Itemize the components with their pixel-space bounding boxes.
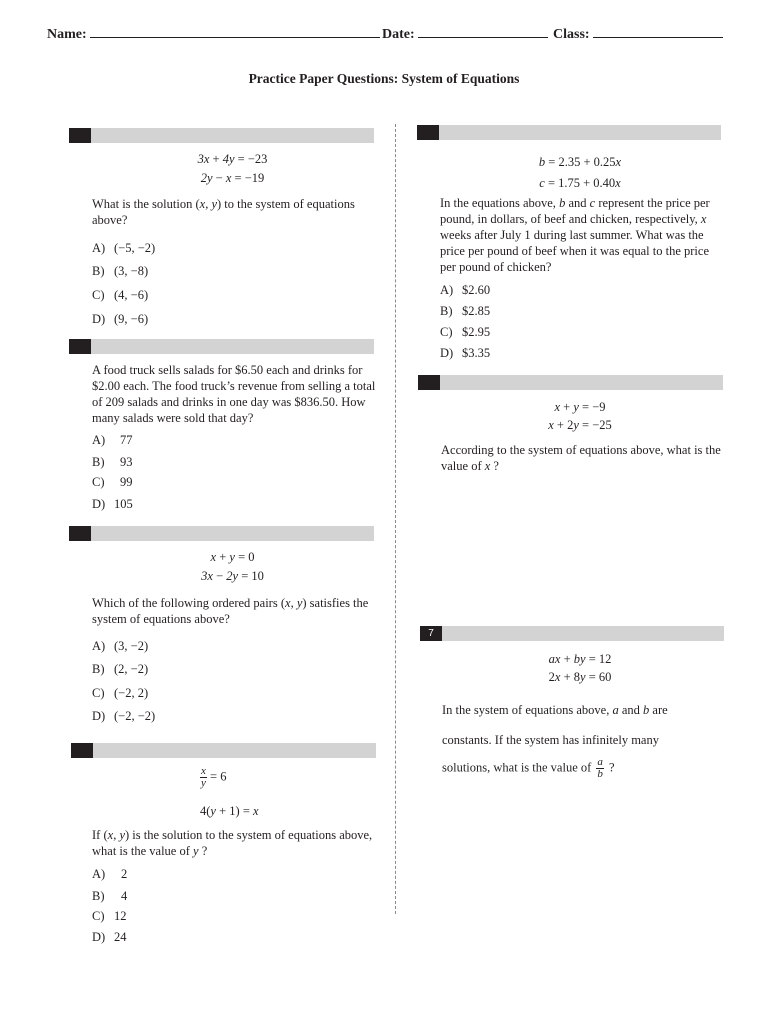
question-number [69,339,91,354]
answer-choice-b[interactable]: B) 93 [92,455,133,469]
answer-choice-b[interactable]: B) $2.85 [440,304,491,318]
equation: 2x + 8y = 60 [548,670,612,684]
question-stem: constants. If the system has infinitely many [442,733,659,747]
answer-choice-d[interactable]: D) (−2, −2) [92,709,156,723]
question-number [71,743,93,758]
equation: x + 2y = −25 [548,418,612,432]
equation: $\frac{x}{y}$ = 6 [201,765,227,789]
equation: 3x − 2y = 10 [201,569,264,583]
date-label: Date: [382,27,415,42]
question-number [69,128,91,143]
page-title: Practice Paper Questions: System of Equations [248,71,520,86]
column-divider [395,124,396,914]
equation: ax + by = 12 [548,652,612,666]
answer-choice-c[interactable]: C) $2.95 [440,325,491,339]
date-line [418,26,548,38]
equation: 2y − x = −19 [200,171,265,185]
equation: c = 1.75 + 0.40x [539,176,621,190]
question-6-bar [418,375,723,390]
answer-choice-c[interactable]: C) (4, −6) [92,288,149,302]
question-number [418,375,440,390]
answer-choice-c[interactable]: C) (−2, 2) [92,686,149,700]
equation: x + y = 0 [210,550,255,564]
answer-choice-a[interactable]: A) 2 [92,867,128,881]
fraction: $\frac{x}{y}$ [201,765,206,789]
question-3-bar [69,526,374,541]
class-field[interactable] [553,26,723,43]
class-line [593,26,723,38]
question-stem: Which of the following ordered pairs (x, y) satisfies the system of equations above? [92,596,369,626]
date-field[interactable] [382,26,548,43]
question-stem: A food truck sells salads for $6.50 each and drinks for $2.00 each. The food truck’s revenue from selling a total of 209 salads and drinks in one day was $836.50. How many salads were sold that day? [92,363,376,425]
question-number [69,526,91,541]
equation: 4(y + 1) = x [200,804,259,818]
answer-choice-c[interactable]: C) 99 [92,475,133,489]
question-1-bar [69,128,374,143]
equation: 3x + 4y = −23 [197,152,268,166]
answer-choice-a[interactable]: A) 77 [92,433,133,447]
class-label: Class: [553,27,590,42]
question-stem: In the system of equations above, a and b are [442,703,668,717]
answer-choice-a[interactable]: A) (−5, −2) [92,241,156,255]
name-label: Name: [47,27,87,42]
equation: x + y = −9 [554,400,606,414]
answer-choice-b[interactable]: B) (2, −2) [92,662,149,676]
name-field[interactable] [47,26,380,43]
answer-choice-b[interactable]: B) 4 [92,889,128,903]
answer-choice-b[interactable]: B) (3, −8) [92,264,149,278]
question-number [417,125,439,140]
answer-choice-c[interactable]: C) 12 [92,909,127,923]
answer-choice-d[interactable]: D) (9, −6) [92,312,149,326]
answer-choice-d[interactable]: D) $3.35 [440,346,491,360]
question-7-bar [420,626,724,641]
question-stem: According to the system of equations above, what is the value of x ? [441,443,721,473]
answer-choice-a[interactable]: A) (3, −2) [92,639,149,653]
equation: b = 2.35 + 0.25x [538,155,622,169]
name-line [90,26,380,38]
question-5-bar [417,125,721,140]
question-number: 7 [420,626,442,641]
question-stem: If (x, y) is the solution to the system of equations above, what is the value of y ? [92,828,373,858]
fraction: $\frac{a}{b}$ [597,756,603,780]
answer-choice-a[interactable]: A) $2.60 [440,283,491,297]
answer-choice-d[interactable]: D) 24 [92,930,127,944]
question-stem: What is the solution (x, y) to the system of equations above? [92,197,355,227]
question-2-bar [69,339,374,354]
question-stem: In the equations above, b and c represent the price per pound, in dollars, of beef and chicken, respectively, x weeks after July 1 during last summer. What was the price per pound of beef when it was equal to the price per pound of chicken? [440,196,710,274]
question-4-bar [71,743,376,758]
answer-choice-d[interactable]: D) 105 [92,497,133,511]
question-stem: solutions, what is the value of $\frac{a}{b}$ ? [442,756,615,780]
